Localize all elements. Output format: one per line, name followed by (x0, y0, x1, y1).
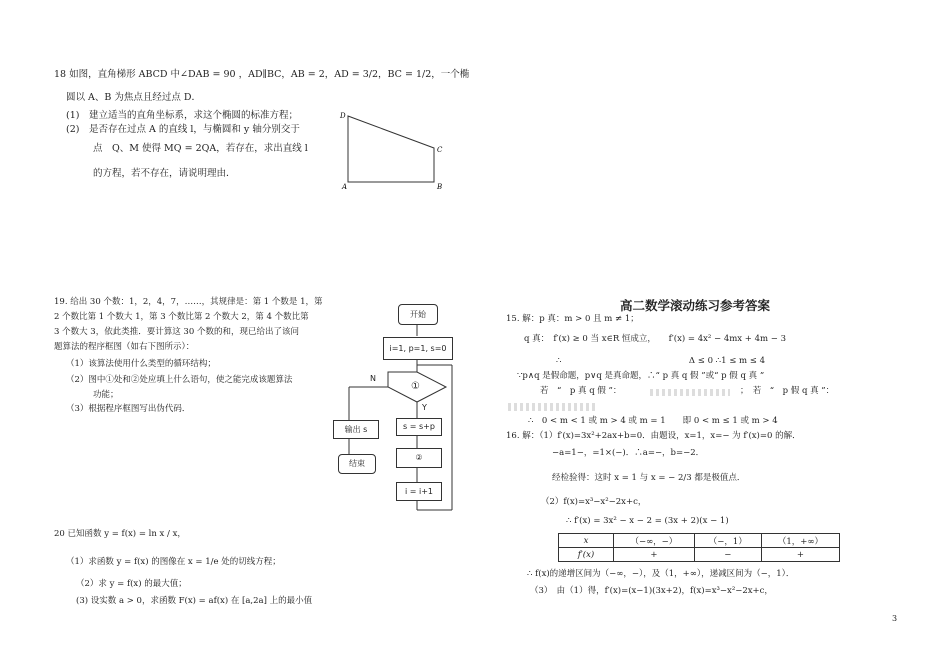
flow-end-label: 结束 (349, 459, 365, 468)
answer-15-line5: 若 “ p 真 q 假 ”： (540, 386, 622, 396)
flow-step2-label: ② (415, 453, 423, 462)
q19-sub2-cont: 功能； (93, 390, 119, 400)
answer-15-line1: 15. 解：p 真：m > 0 且 m ≠ 1； (506, 314, 639, 324)
flow-output (333, 420, 379, 439)
answer-16-line3: 经检验得：这时 x = 1 与 x = − 2/3 都是极值点． (552, 473, 746, 483)
answer-16-line1: 16. 解：（1）f′(x)=3x²+2ax+b=0．由题设，x=1，x=− 为 f′(x)=0 的解． (506, 431, 801, 441)
answer-16-line2: −a=1−，=1×(−)．∴a=−，b=−2． (552, 448, 705, 458)
flow-end (338, 454, 376, 474)
vertex-b: B (437, 183, 443, 191)
vertex-c: C (437, 146, 443, 154)
flow-no-label: N (370, 374, 376, 383)
q19-sub3: （3）根据程序框图写出伪代码． (66, 404, 191, 414)
q19-line3: 3 个数大 3，依此类推．要计算这 30 个数的和，现已给出了该问 (54, 327, 299, 337)
q20-line1: 20 已知函数 y = f(x) = ln x / x， (54, 529, 186, 539)
flow-init-label: i=1, p=1, s=0 (389, 344, 447, 353)
q18-line1: 18 如图，直角梯形 ABCD 中∠DAB = 90 ，AD∥BC，AB = 2，AD = 3/2，BC = 1/2，一个椭 (54, 69, 470, 80)
garbled-formula-2 (508, 403, 598, 411)
table-cell: （−∞，−） (614, 534, 695, 548)
q19-sub1: （1）该算法使用什么类型的循环结构； (66, 359, 216, 369)
q20-sub3: (3) 设实数 a > 0，求函数 F(x) = af(x) 在 [a,2a] 上的最小值 (76, 596, 313, 606)
answer-15-line4: ∵p∧q 是假命题，p∨q 是真命题，∴“ p 真 q 假 ”或“ p 假 q 真 ” (517, 371, 765, 381)
flow-inc (396, 482, 442, 501)
flow-output-label: 输出 s (344, 425, 368, 434)
table-cell: − (694, 548, 761, 562)
q18-part2: (2) 是否存在过点 A 的直线 l，与椭圆和 y 轴分别交于 (66, 124, 300, 135)
answer-15-line6: ∴ 0 < m < 1 或 m > 4 或 m = 1 即 0 < m ≤ 1 或 m > 4 (528, 416, 778, 426)
vertex-a: A (342, 183, 348, 191)
answer-15-line2: q 真： f′(x) ≥ 0 当 x∈R 恒成立， f′(x) = 4x² − 4mx + 4m − 3 (524, 334, 787, 344)
flow-step2 (396, 448, 442, 468)
answers-title: 高二数学滚动练习参考答案 (620, 298, 771, 313)
flow-inc-label: i = i+1 (404, 487, 434, 496)
table-cell: + (761, 548, 839, 562)
flow-sum-label: s = s+p (403, 422, 435, 431)
table-cell: + (614, 548, 695, 562)
flow-start-label: 开始 (410, 310, 426, 319)
flow-start (398, 304, 438, 325)
q18-part2-end: 的方程，若不存在，请说明理由． (93, 168, 236, 179)
table-cell: （−，1） (694, 534, 761, 548)
q18-part2-cont: 点 Q、M 使得 MQ = 2QA，若存在，求出直线 l (93, 143, 308, 154)
answer-15-line5b: ； 若 “ p 假 q 真 ”： (740, 386, 835, 396)
page-number: 3 (892, 614, 898, 623)
answer-16-line7: （3） 由（1）得，f′(x)=(x−1)(3x+2)，f(x)=x³−x²−2x+c， (530, 586, 773, 596)
q18-part1: (1) 建立适当的直角坐标系，求这个椭圆的标准方程； (66, 110, 298, 121)
q18-line2: 圆以 A、B 为焦点且经过点 D． (66, 92, 202, 103)
monotonicity-table (558, 533, 840, 562)
table-row (559, 534, 840, 548)
answer-16-line4: （2）f(x)=x³−x²−2x+c， (541, 497, 647, 507)
table-row (559, 548, 840, 562)
vertex-d: D (340, 112, 346, 120)
q20-sub2: （2）求 y = f(x) 的最大值； (76, 579, 187, 589)
answer-16-line6: ∴ f(x)的递增区间为（−∞，−），及（1，+∞），递减区间为（−，1）． (527, 569, 795, 579)
q19-line2: 2 个数比第 1 个数大 1，第 3 个数比第 2 个数大 2，第 4 个数比第 (54, 312, 309, 322)
table-cell: （1，+∞） (761, 534, 839, 548)
table-cell: x (559, 534, 614, 548)
flow-init (383, 337, 453, 360)
q20-sub1: （1）求函数 y = f(x) 的图像在 x = 1/e 处的切线方程； (66, 557, 281, 567)
flow-cond-label: ① (411, 381, 420, 392)
garbled-formula (650, 389, 730, 396)
answer-16-line5: ∴ f′(x) = 3x² − x − 2 = (3x + 2)(x − 1) (566, 516, 729, 526)
answer-15-line3: ∴ Δ ≤ 0 ∴1 ≤ m ≤ 4 (556, 356, 766, 366)
table-cell: f′(x) (559, 548, 614, 562)
q19-line4: 题算法的程序框图（如右下图所示）： (54, 342, 195, 352)
flow-sum (396, 418, 442, 436)
flow-yes-label: Y (422, 403, 427, 412)
q19-sub2: （2）图中①处和②处应填上什么语句，使之能完成该题算法 (66, 375, 293, 385)
trapezoid-figure (338, 108, 458, 198)
q19-line1: 19. 给出 30 个数：1，2，4，7，……，其规律是：第 1 个数是 1，第 (54, 297, 323, 307)
